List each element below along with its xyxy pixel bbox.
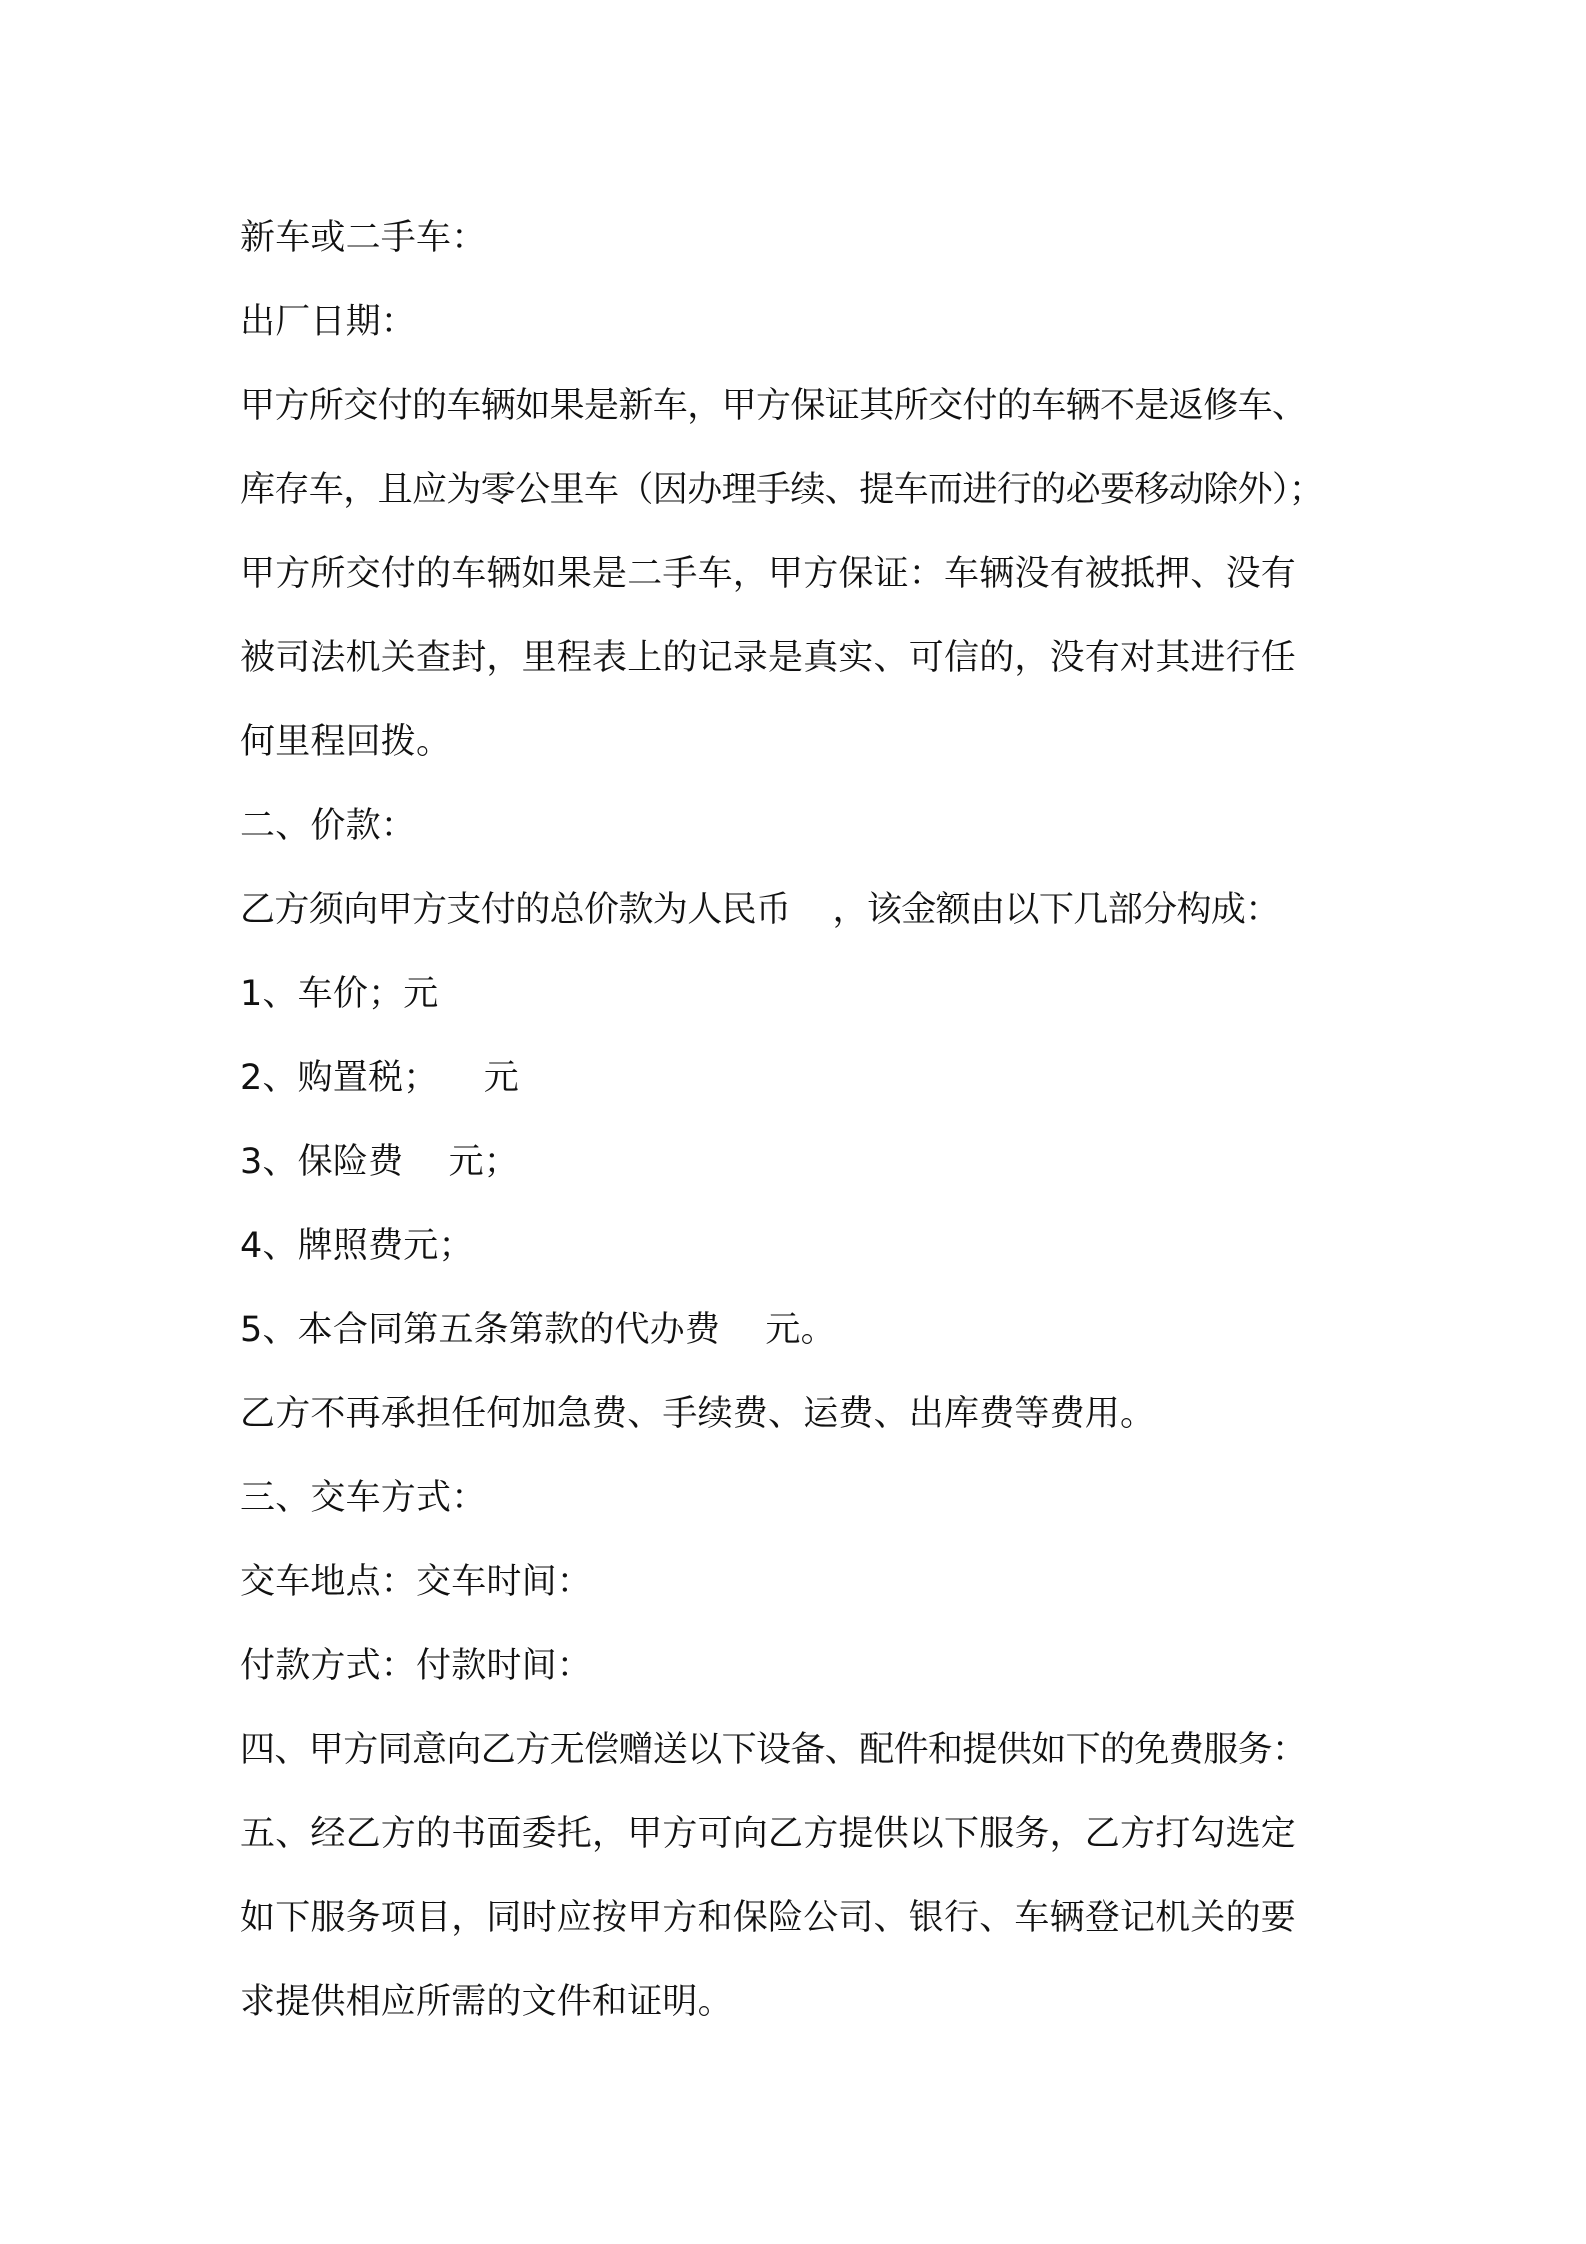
- line-item-license-fee: 4、牌照费元；: [240, 1226, 474, 1266]
- line-used-car-guarantee-1: 甲方所交付的车辆如果是二手车，甲方保证：车辆没有被抵押、没有: [240, 554, 1297, 594]
- section-heading-free-services: 四、甲方同意向乙方无偿赠送以下设备、配件和提供如下的免费服务：: [240, 1730, 1307, 1770]
- line-manufacture-date: 出厂日期：: [240, 302, 417, 342]
- section-heading-entrusted-services-1: 五、经乙方的书面委托，甲方可向乙方提供以下服务，乙方打勾选定: [240, 1814, 1297, 1854]
- line-item-agency-fee: 5、本合同第五条第款的代办费 元。: [240, 1310, 836, 1350]
- section-heading-price: 二、价款：: [240, 806, 417, 846]
- line-entrusted-services-2: 如下服务项目，同时应按甲方和保险公司、银行、车辆登记机关的要: [240, 1898, 1297, 1938]
- line-delivery-place-time: 交车地点：交车时间：: [240, 1562, 593, 1602]
- line-payment-method-time: 付款方式：付款时间：: [240, 1646, 593, 1686]
- line-item-car-price: 1、车价；元: [240, 974, 439, 1014]
- line-new-car-guarantee-1: 甲方所交付的车辆如果是新车，甲方保证其所交付的车辆不是返修车、: [240, 386, 1307, 426]
- line-vehicle-condition: 新车或二手车：: [240, 218, 487, 258]
- line-no-extra-fees: 乙方不再承担任何加急费、手续费、运费、出库费等费用。: [240, 1394, 1156, 1434]
- line-total-price: 乙方须向甲方支付的总价款为人民币 ，该金额由以下几部分构成：: [240, 890, 1280, 930]
- line-new-car-guarantee-2: 库存车，且应为零公里车（因办理手续、提车而进行的必要移动除外）；: [240, 470, 1324, 510]
- line-used-car-guarantee-3: 何里程回拨。: [240, 722, 452, 762]
- line-used-car-guarantee-2: 被司法机关查封，里程表上的记录是真实、可信的，没有对其进行任: [240, 638, 1297, 678]
- document-body: [240, 196, 1370, 2044]
- line-item-purchase-tax: 2、购置税； 元: [240, 1058, 519, 1098]
- line-item-insurance: 3、保险费 元；: [240, 1142, 519, 1182]
- line-entrusted-services-3: 求提供相应所需的文件和证明。: [240, 1982, 733, 2022]
- section-heading-delivery: 三、交车方式：: [240, 1478, 487, 1518]
